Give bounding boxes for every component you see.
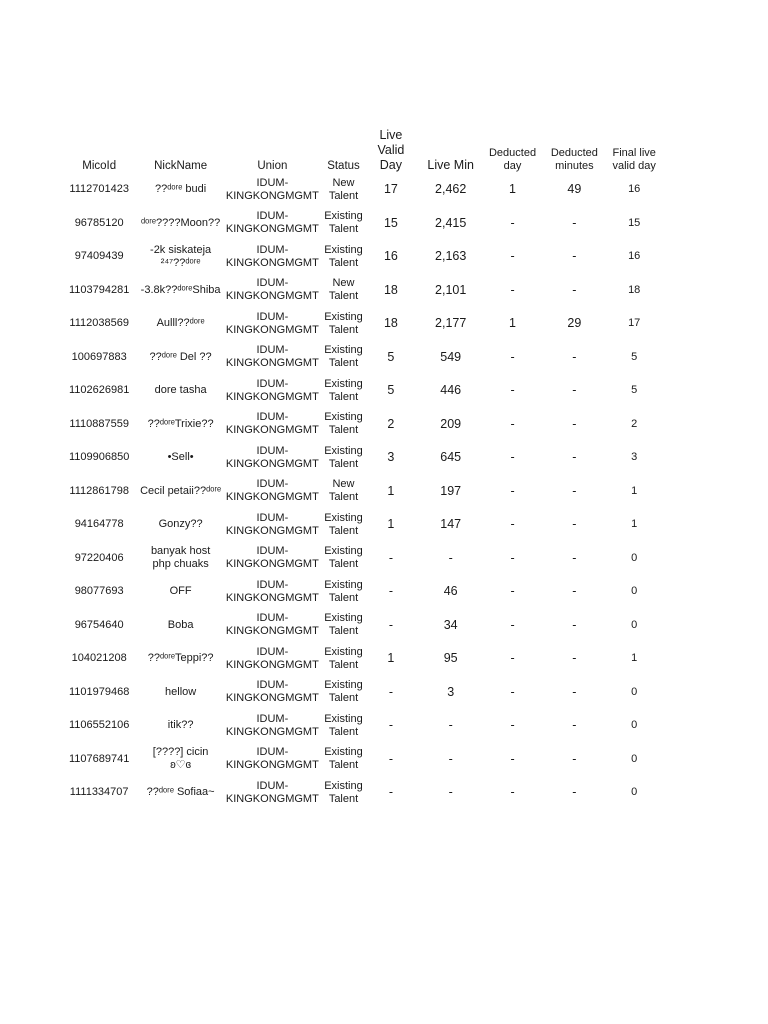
cell-final-live-valid-day: 18 xyxy=(628,283,641,296)
cell-union: IDUM- KINGKONGMGMT xyxy=(225,511,319,537)
cell-live-valid-day: - xyxy=(388,718,393,733)
cell-final-live-valid-day: 15 xyxy=(628,216,641,229)
table-row xyxy=(60,441,660,475)
cell-live-valid-day: - xyxy=(388,785,393,800)
table-row xyxy=(60,575,660,609)
cell-final-live-valid-day: 16 xyxy=(628,250,641,263)
cell-live-min: 3 xyxy=(447,684,455,699)
table-body xyxy=(60,173,660,810)
cell-nickname: •Sell• xyxy=(167,451,194,464)
cell-status: Existing Talent xyxy=(324,344,363,370)
cell-final-live-valid-day: 0 xyxy=(631,786,638,799)
cell-deducted-minutes: - xyxy=(572,718,577,733)
cell-deducted-minutes: - xyxy=(572,349,577,364)
cell-status: Existing Talent xyxy=(324,210,363,236)
cell-nickname: -2k siskateja ²⁴⁷??ᵈᵒʳᵉ xyxy=(150,243,212,269)
cell-status: Existing Talent xyxy=(324,645,363,671)
cell-final-live-valid-day: 0 xyxy=(631,685,638,698)
cell-union: IDUM- KINGKONGMGMT xyxy=(225,578,319,604)
cell-deducted-minutes: - xyxy=(572,383,577,398)
talent-table xyxy=(60,128,660,810)
cell-final-live-valid-day: 5 xyxy=(631,350,638,363)
cell-status: Existing Talent xyxy=(324,545,363,571)
cell-live-min: 549 xyxy=(440,349,462,364)
cell-deducted-day: - xyxy=(510,249,515,264)
table-row xyxy=(60,776,660,810)
cell-micold: 98077693 xyxy=(74,585,124,598)
cell-deducted-day: 1 xyxy=(509,182,516,197)
cell-live-min: 209 xyxy=(440,416,462,431)
cell-union: IDUM- KINGKONGMGMT xyxy=(225,746,319,772)
cell-final-live-valid-day: 0 xyxy=(631,551,638,564)
cell-micold: 1101979468 xyxy=(68,685,130,698)
cell-micold: 1109906850 xyxy=(68,451,130,464)
cell-live-min: 95 xyxy=(443,651,458,666)
cell-union: IDUM- KINGKONGMGMT xyxy=(225,779,319,805)
cell-status: Existing Talent xyxy=(324,310,363,336)
cell-micold: 96785120 xyxy=(74,216,124,229)
table-row xyxy=(60,508,660,542)
cell-live-min: 197 xyxy=(440,483,462,498)
cell-deducted-minutes: - xyxy=(572,684,577,699)
cell-nickname: itik?? xyxy=(167,719,194,732)
cell-deducted-day: - xyxy=(510,215,515,230)
cell-deducted-day: - xyxy=(510,483,515,498)
cell-deducted-minutes: - xyxy=(572,249,577,264)
cell-micold: 96754640 xyxy=(74,618,124,631)
table-row xyxy=(60,709,660,743)
cell-union: IDUM- KINGKONGMGMT xyxy=(225,210,319,236)
cell-status: Existing Talent xyxy=(324,612,363,638)
cell-final-live-valid-day: 1 xyxy=(631,652,638,665)
cell-deducted-minutes: - xyxy=(572,584,577,599)
table-row xyxy=(60,307,660,341)
table-row xyxy=(60,240,660,274)
cell-final-live-valid-day: 0 xyxy=(631,585,638,598)
table-row xyxy=(60,475,660,509)
cell-deducted-day: - xyxy=(510,751,515,766)
cell-final-live-valid-day: 2 xyxy=(631,417,638,430)
cell-status: New Talent xyxy=(328,277,359,303)
cell-live-min: 2,415 xyxy=(435,215,467,230)
cell-live-min: 446 xyxy=(440,383,462,398)
cell-nickname: OFF xyxy=(169,585,192,598)
cell-deducted-minutes: 29 xyxy=(567,316,582,331)
header-live-min: Live Min xyxy=(427,158,474,172)
cell-deducted-minutes: - xyxy=(572,785,577,800)
cell-micold: 1111334707 xyxy=(69,786,129,799)
cell-live-min: 2,462 xyxy=(435,182,467,197)
cell-status: Existing Talent xyxy=(324,578,363,604)
cell-live-valid-day: 15 xyxy=(383,215,398,230)
cell-live-valid-day: 1 xyxy=(387,651,395,666)
cell-union: IDUM- KINGKONGMGMT xyxy=(225,344,319,370)
cell-live-min: 2,177 xyxy=(435,316,467,331)
cell-final-live-valid-day: 16 xyxy=(628,183,641,196)
cell-nickname: ᵈᵒʳᵉ????Moon?? xyxy=(140,216,221,229)
header-micold: MicoId xyxy=(82,160,117,172)
cell-deducted-day: - xyxy=(510,383,515,398)
cell-live-valid-day: 18 xyxy=(383,316,398,331)
cell-deducted-minutes: - xyxy=(572,517,577,532)
cell-live-valid-day: 18 xyxy=(383,282,398,297)
cell-nickname: Gonzy?? xyxy=(158,518,203,531)
table-row xyxy=(60,341,660,375)
cell-live-valid-day: - xyxy=(388,617,393,632)
cell-micold: 1102626981 xyxy=(68,384,130,397)
cell-micold: 1103794281 xyxy=(68,283,130,296)
cell-deducted-day: - xyxy=(510,651,515,666)
cell-status: Existing Talent xyxy=(324,511,363,537)
cell-live-valid-day: 5 xyxy=(387,383,395,398)
cell-final-live-valid-day: 3 xyxy=(631,451,638,464)
cell-deducted-minutes: - xyxy=(572,483,577,498)
cell-live-min: - xyxy=(448,785,453,800)
cell-nickname: ??ᵈᵒʳᵉ budi xyxy=(155,183,207,196)
cell-nickname: [????] cicin ʚ♡ɞ xyxy=(152,746,209,772)
cell-union: IDUM- KINGKONGMGMT xyxy=(225,712,319,738)
cell-final-live-valid-day: 17 xyxy=(628,317,641,330)
cell-micold: 1112701423 xyxy=(69,183,129,196)
header-deducted-day: Deducted day xyxy=(488,147,537,172)
cell-status: Existing Talent xyxy=(324,411,363,437)
cell-nickname: ??ᵈᵒʳᵉ Sofiaa~ xyxy=(146,786,215,799)
cell-live-valid-day: - xyxy=(388,751,393,766)
table-row xyxy=(60,274,660,308)
cell-live-min: 34 xyxy=(443,617,458,632)
cell-live-min: 2,101 xyxy=(435,282,467,297)
cell-deducted-day: - xyxy=(510,550,515,565)
cell-union: IDUM- KINGKONGMGMT xyxy=(225,444,319,470)
table-row xyxy=(60,374,660,408)
cell-micold: 1112861798 xyxy=(69,484,129,497)
cell-union: IDUM- KINGKONGMGMT xyxy=(225,243,319,269)
cell-final-live-valid-day: 1 xyxy=(631,518,638,531)
cell-status: Existing Talent xyxy=(324,779,363,805)
cell-final-live-valid-day: 5 xyxy=(631,384,638,397)
cell-deducted-day: - xyxy=(510,450,515,465)
cell-status: New Talent xyxy=(328,176,359,202)
cell-live-valid-day: 3 xyxy=(387,450,395,465)
cell-deducted-minutes: - xyxy=(572,550,577,565)
cell-live-min: 645 xyxy=(440,450,462,465)
cell-live-min: 2,163 xyxy=(435,249,467,264)
spreadsheet-sheet xyxy=(60,128,680,810)
cell-nickname: -3.8k??ᵈᵒʳᵉShiba xyxy=(140,283,221,296)
cell-live-min: - xyxy=(448,751,453,766)
cell-micold: 1110887559 xyxy=(69,417,129,430)
cell-deducted-minutes: - xyxy=(572,450,577,465)
cell-final-live-valid-day: 0 xyxy=(631,618,638,631)
cell-deducted-day: - xyxy=(510,416,515,431)
cell-deducted-day: 1 xyxy=(509,316,516,331)
cell-micold: 1106552106 xyxy=(68,719,130,732)
cell-live-valid-day: - xyxy=(388,550,393,565)
cell-deducted-minutes: - xyxy=(572,416,577,431)
cell-live-min: 147 xyxy=(440,517,462,532)
cell-status: Existing Talent xyxy=(324,712,363,738)
cell-deducted-minutes: 49 xyxy=(567,182,582,197)
header-deducted-minutes: Deducted minutes xyxy=(550,147,598,172)
header-union: Union xyxy=(257,160,288,172)
cell-deducted-day: - xyxy=(510,718,515,733)
header-live-valid-day: Live Valid Day xyxy=(377,128,405,172)
header-final-live-valid-day: Final live valid day xyxy=(612,147,656,172)
cell-union: IDUM- KINGKONGMGMT xyxy=(225,478,319,504)
cell-final-live-valid-day: 0 xyxy=(631,719,638,732)
table-row xyxy=(60,207,660,241)
cell-live-valid-day: 1 xyxy=(387,517,395,532)
cell-live-valid-day: 1 xyxy=(387,483,395,498)
cell-nickname: ??ᵈᵒʳᵉ Del ?? xyxy=(149,350,212,363)
table-row xyxy=(60,609,660,643)
cell-micold: 104021208 xyxy=(71,652,127,665)
cell-final-live-valid-day: 0 xyxy=(631,752,638,765)
cell-live-valid-day: - xyxy=(388,584,393,599)
cell-micold: 94164778 xyxy=(74,518,124,531)
cell-live-valid-day: 5 xyxy=(387,349,395,364)
cell-nickname: banyak host php chuaks xyxy=(150,545,211,571)
cell-union: IDUM- KINGKONGMGMT xyxy=(225,310,319,336)
cell-live-valid-day: 2 xyxy=(387,416,395,431)
cell-deducted-day: - xyxy=(510,584,515,599)
cell-status: Existing Talent xyxy=(324,377,363,403)
cell-deducted-minutes: - xyxy=(572,617,577,632)
table-row xyxy=(60,408,660,442)
cell-status: Existing Talent xyxy=(324,746,363,772)
cell-deducted-day: - xyxy=(510,617,515,632)
cell-union: IDUM- KINGKONGMGMT xyxy=(225,377,319,403)
cell-status: Existing Talent xyxy=(324,243,363,269)
cell-deducted-minutes: - xyxy=(572,751,577,766)
cell-union: IDUM- KINGKONGMGMT xyxy=(225,612,319,638)
cell-micold: 1112038569 xyxy=(69,317,129,330)
cell-nickname: ??ᵈᵒʳᵉTeppi?? xyxy=(147,652,214,665)
cell-status: Existing Talent xyxy=(324,444,363,470)
cell-union: IDUM- KINGKONGMGMT xyxy=(225,679,319,705)
cell-micold: 100697883 xyxy=(71,350,127,363)
cell-status: New Talent xyxy=(328,478,359,504)
cell-deducted-day: - xyxy=(510,517,515,532)
header-row xyxy=(60,128,660,173)
cell-nickname: hellow xyxy=(165,685,197,698)
table-row xyxy=(60,743,660,777)
cell-live-min: - xyxy=(448,550,453,565)
cell-nickname: dore tasha xyxy=(154,384,207,397)
table-row xyxy=(60,542,660,576)
cell-union: IDUM- KINGKONGMGMT xyxy=(225,277,319,303)
cell-nickname: Cecil petaii??ᵈᵒʳᵉ xyxy=(140,484,222,497)
table-row xyxy=(60,642,660,676)
cell-deducted-day: - xyxy=(510,684,515,699)
header-status: Status xyxy=(327,160,360,172)
cell-micold: 1107689741 xyxy=(68,752,130,765)
cell-deducted-minutes: - xyxy=(572,282,577,297)
cell-live-min: - xyxy=(448,718,453,733)
cell-union: IDUM- KINGKONGMGMT xyxy=(225,411,319,437)
cell-union: IDUM- KINGKONGMGMT xyxy=(225,176,319,202)
cell-live-valid-day: 17 xyxy=(383,182,398,197)
header-nickname: NickName xyxy=(154,160,208,172)
cell-deducted-minutes: - xyxy=(572,215,577,230)
cell-live-min: 46 xyxy=(443,584,458,599)
cell-deducted-day: - xyxy=(510,282,515,297)
cell-union: IDUM- KINGKONGMGMT xyxy=(225,645,319,671)
cell-live-valid-day: 16 xyxy=(383,249,398,264)
cell-final-live-valid-day: 1 xyxy=(631,484,638,497)
cell-micold: 97409439 xyxy=(74,250,124,263)
cell-live-valid-day: - xyxy=(388,684,393,699)
cell-deducted-day: - xyxy=(510,785,515,800)
cell-union: IDUM- KINGKONGMGMT xyxy=(225,545,319,571)
table-row xyxy=(60,173,660,207)
table-row xyxy=(60,676,660,710)
cell-micold: 97220406 xyxy=(74,551,124,564)
cell-nickname: ??ᵈᵒʳᵉTrixie?? xyxy=(147,417,214,430)
cell-deducted-minutes: - xyxy=(572,651,577,666)
cell-deducted-day: - xyxy=(510,349,515,364)
cell-nickname: Boba xyxy=(167,618,194,631)
cell-nickname: Aulll??ᵈᵒʳᵉ xyxy=(156,317,205,330)
cell-status: Existing Talent xyxy=(324,679,363,705)
